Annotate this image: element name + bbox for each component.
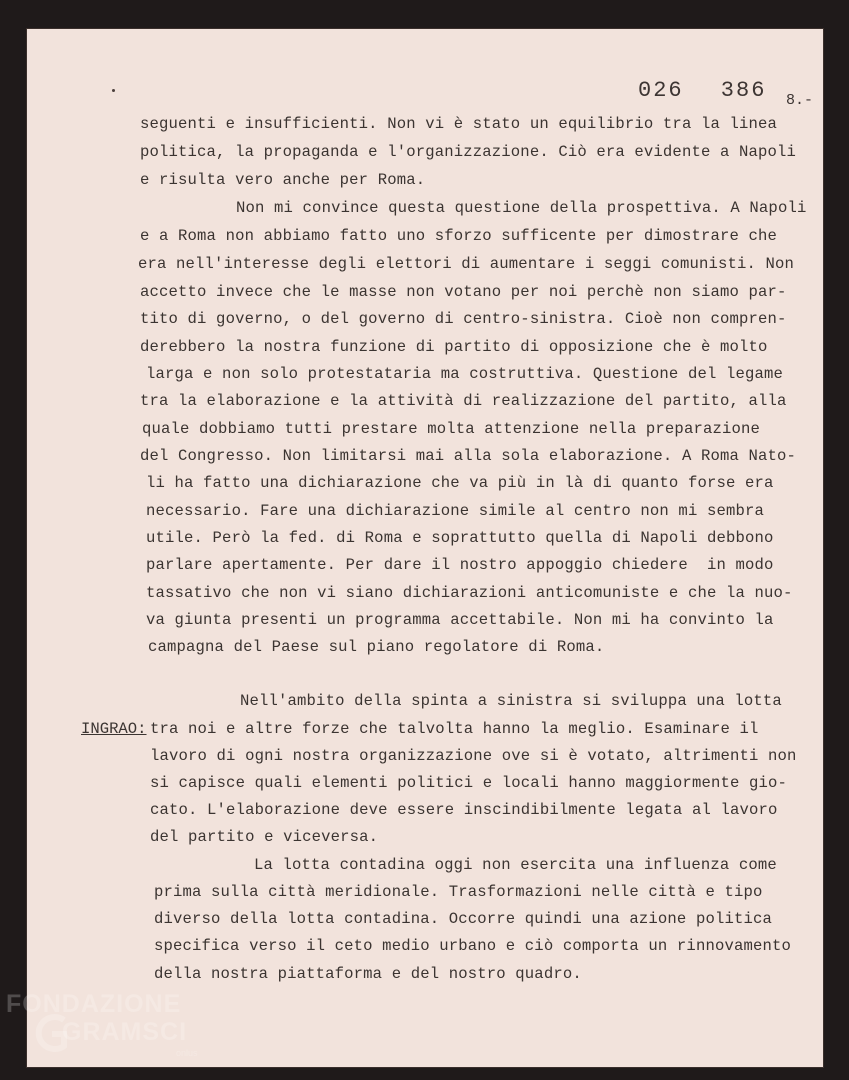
text-line: politica, la propaganda e l'organizzazione. Ciò era evidente a Napoli: [140, 143, 797, 161]
text-line: La lotta contadina oggi non esercita una influenza come: [254, 856, 777, 874]
text-line: necessario. Fare una dichiarazione simile al centro non mi sembra: [146, 502, 765, 520]
watermark-small: onlus: [176, 1048, 198, 1058]
text-line: lavoro di ogni nostra organizzazione ove si è votato, altrimenti non: [150, 747, 797, 765]
text-line: Nell'ambito della spinta a sinistra si sviluppa una lotta: [240, 692, 782, 710]
ink-dot: [112, 89, 115, 92]
watermark-line1: FONDAZIONE: [6, 990, 182, 1018]
text-line: si capisce quali elementi politici e locali hanno maggiormente gio-: [150, 774, 788, 792]
text-line: va giunta presenti un programma accettabile. Non mi ha convinto la: [146, 611, 774, 629]
text-line: tassativo che non vi siano dichiarazioni anticomuniste e che la nuo-: [146, 584, 793, 602]
text-line: diverso della lotta contadina. Occorre quindi una azione politica: [154, 910, 773, 928]
text-line: quale dobbiamo tutti prestare molta attenzione nella preparazione: [142, 420, 761, 438]
text-line: del Congresso. Non limitarsi mai alla sola elaborazione. A Roma Nato-: [140, 447, 797, 465]
fondazione-gramsci-watermark: [6, 990, 226, 1070]
text-line: e risulta vero anche per Roma.: [140, 171, 426, 189]
document-page: [26, 28, 824, 1068]
page-number: 8.-: [786, 92, 814, 109]
speaker-label: INGRAO:: [81, 720, 147, 738]
text-line: utile. Però la fed. di Roma e soprattutto quella di Napoli debbono: [146, 529, 774, 547]
text-line: derebbero la nostra funzione di partito di opposizione che è molto: [140, 338, 768, 356]
text-line: era nell'interesse degli elettori di aumentare i seggi comunisti. Non: [138, 255, 795, 273]
text-line: prima sulla città meridionale. Trasformazioni nelle città e tipo: [154, 883, 763, 901]
text-line: li ha fatto una dichiarazione che va più in là di quanto forse era: [146, 474, 774, 492]
text-line: tra noi e altre forze che talvolta hanno la meglio. Esaminare il: [150, 720, 759, 738]
text-line: parlare apertamente. Per dare il nostro appoggio chiedere in modo: [146, 556, 774, 574]
text-line: tra la elaborazione e la attività di realizzazione del partito, alla: [140, 392, 787, 410]
text-line: e a Roma non abbiamo fatto uno sforzo sufficente per dimostrare che: [140, 227, 778, 245]
text-line: seguenti e insufficienti. Non vi è stato un equilibrio tra la linea: [140, 115, 778, 133]
text-line: specifica verso il ceto medio urbano e ciò comporta un rinnovamento: [154, 937, 792, 955]
text-line: Non mi convince questa questione della prospettiva. A Napoli: [236, 199, 807, 217]
text-line: cato. L'elaborazione deve essere inscindibilmente legata al lavoro: [150, 801, 778, 819]
text-line: tito di governo, o del governo di centro-sinistra. Cioè non compren-: [140, 310, 787, 328]
text-line: accetto invece che le masse non votano per noi perchè non siamo par-: [140, 283, 787, 301]
text-line: campagna del Paese sul piano regolatore di Roma.: [148, 638, 605, 656]
archive-number: 026 386: [638, 78, 767, 103]
text-line: del partito e viceversa.: [150, 828, 379, 846]
text-line: della nostra piattaforma e del nostro quadro.: [154, 965, 582, 983]
watermark-line2: GRAMSCI: [62, 1018, 188, 1046]
text-line: larga e non solo protestataria ma costruttiva. Questione del legame: [146, 365, 784, 383]
